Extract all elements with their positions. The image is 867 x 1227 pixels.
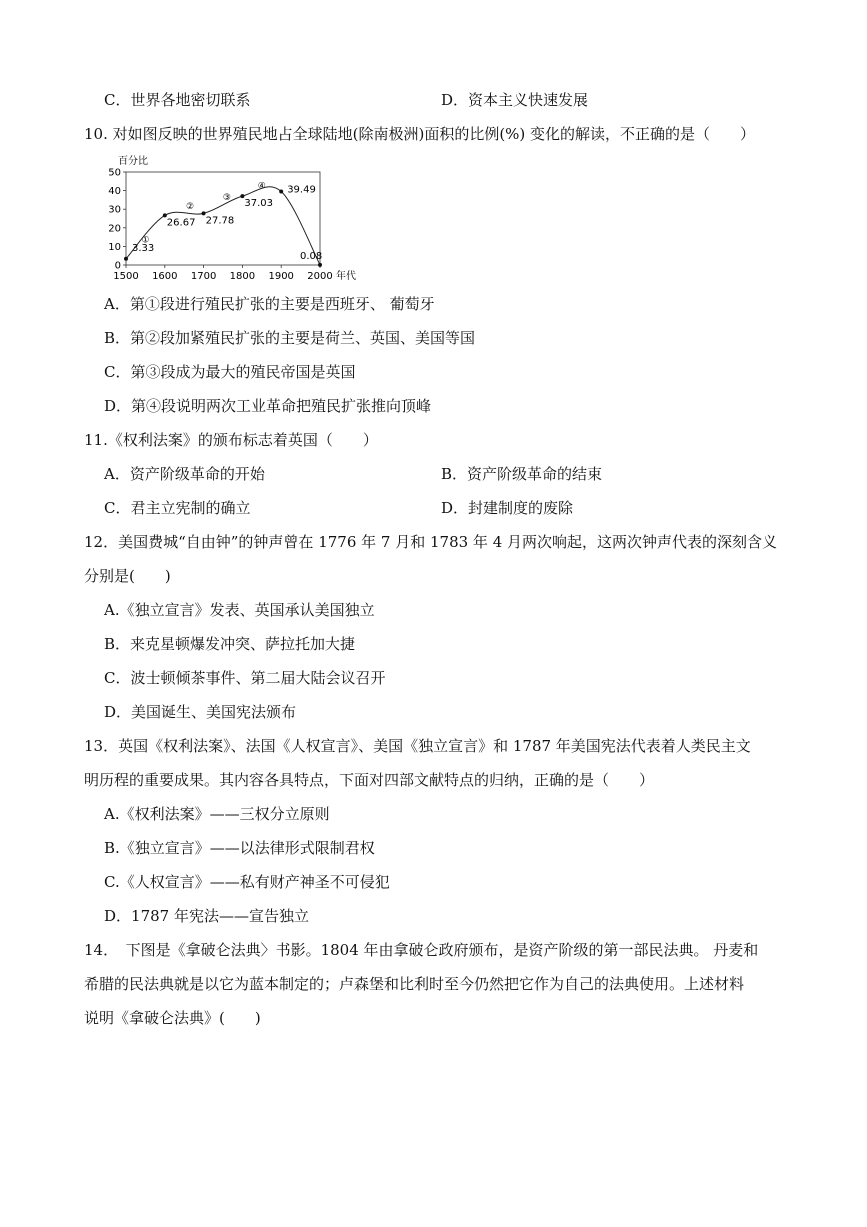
data-label: 0.08	[300, 250, 323, 262]
data-label: 3.33	[132, 242, 155, 254]
q13-option-b: B.《独立宣言》——以法律形式限制君权	[104, 839, 375, 857]
q11-option-b: B．资产阶级革命的结束	[441, 465, 603, 483]
q12-option-b: B．来克星顿爆发冲突、萨拉托加大捷	[104, 635, 356, 653]
q12-option-c: C．波士顿倾茶事件、第二届大陆会议召开	[104, 669, 386, 687]
data-label: 27.78	[205, 215, 235, 227]
q10-stem: 10. 对如图反映的世界殖民地占全球陆地(除南极洲)面积的比例(%) 变化的解读，不正确的是（ ）	[84, 125, 756, 143]
data-point	[124, 257, 128, 261]
q13-stem-line1: 13．英国《权利法案》、法国《人权宣言》、美国《独立宣言》和 1787 年美国宪法代表着人类民主文	[84, 737, 751, 755]
q10-option-b: B．第②段加紧殖民扩张的主要是荷兰、英国、美国等国	[104, 329, 476, 347]
x-tick-label: 1800	[229, 271, 256, 282]
segment-marker: ①	[141, 235, 150, 246]
x-tick-label: 1500	[113, 271, 139, 282]
q12-stem-line1: 12．美国费城“自由钟”的钟声曾在 1776 年 7 月和 1783 年 4 月两次响起，这两次钟声代表的深刻含义	[84, 533, 778, 551]
q13-stem-line2: 明历程的重要成果。其内容各具特点，下面对四部文献特点的归纳，正确的是（ ）	[84, 771, 655, 789]
q10-option-d: D．第④段说明两次工业革命把殖民扩张推向顶峰	[104, 397, 432, 415]
q14-stem-line3: 说明《拿破仑法典》( )	[84, 1009, 261, 1027]
x-tick-label: 1600	[152, 271, 178, 282]
q11-option-d: D．封建制度的废除	[441, 499, 574, 517]
chart-xlabel: 年代	[336, 271, 356, 282]
q13-option-a: A.《权利法案》——三权分立原则	[104, 805, 330, 823]
x-tick-label: 2000	[307, 271, 333, 282]
q14-stem-line1: 14． 下图是《拿破仑法典〉书影。1804 年由拿破仑政府颁布，是资产阶级的第一部民法典。 丹麦和	[84, 941, 759, 959]
q9-option-d: D．资本主义快速发展	[441, 91, 589, 109]
y-tick-label: 50	[108, 167, 121, 179]
q11-stem: 11.《权利法案》的颁布标志着英国（ ）	[84, 431, 378, 449]
q9-option-c: C．世界各地密切联系	[104, 91, 251, 109]
q13-option-c: C.《人权宣言》——私有财产神圣不可侵犯	[104, 873, 390, 891]
q11-option-c: C．君主立宪制的确立	[104, 499, 251, 517]
y-tick-label: 30	[108, 204, 121, 216]
x-tick-label: 1900	[268, 271, 294, 282]
data-label: 26.67	[166, 217, 196, 229]
q12-option-a: A.《独立宣言》发表、英国承认美国独立	[104, 601, 375, 619]
y-tick-label: 10	[108, 241, 121, 253]
q10-option-a: A．第①段进行殖民扩张的主要是西班牙、 葡萄牙	[104, 295, 435, 313]
data-label: 37.03	[244, 198, 274, 210]
segment-marker: ④	[257, 181, 266, 192]
y-tick-label: 40	[108, 186, 121, 198]
y-tick-label: 0	[114, 260, 121, 272]
data-label: 39.49	[287, 184, 316, 196]
q13-option-d: D．1787 年宪法——宣告独立	[104, 907, 309, 925]
segment-marker: ③	[222, 192, 231, 203]
data-point	[318, 263, 322, 267]
q11-option-a: A．资产阶级革命的开始	[104, 465, 265, 483]
q12-option-d: D．美国诞生、美国宪法颁布	[104, 703, 297, 721]
q12-stem-line2: 分别是( )	[84, 567, 171, 585]
q14-stem-line2: 希腊的民法典就是以它为蓝本制定的；卢森堡和比利时至今仍然把它作为自己的法典使用。上述材料	[84, 975, 745, 993]
data-point	[279, 190, 283, 194]
y-tick-label: 20	[108, 223, 121, 235]
x-tick-label: 1700	[190, 271, 217, 282]
chart-ylabel: 百分比	[118, 156, 148, 167]
segment-marker: ②	[185, 202, 195, 213]
q10-option-c: C．第③段成为最大的殖民帝国是英国	[104, 363, 356, 381]
colony-area-chart	[104, 152, 356, 282]
